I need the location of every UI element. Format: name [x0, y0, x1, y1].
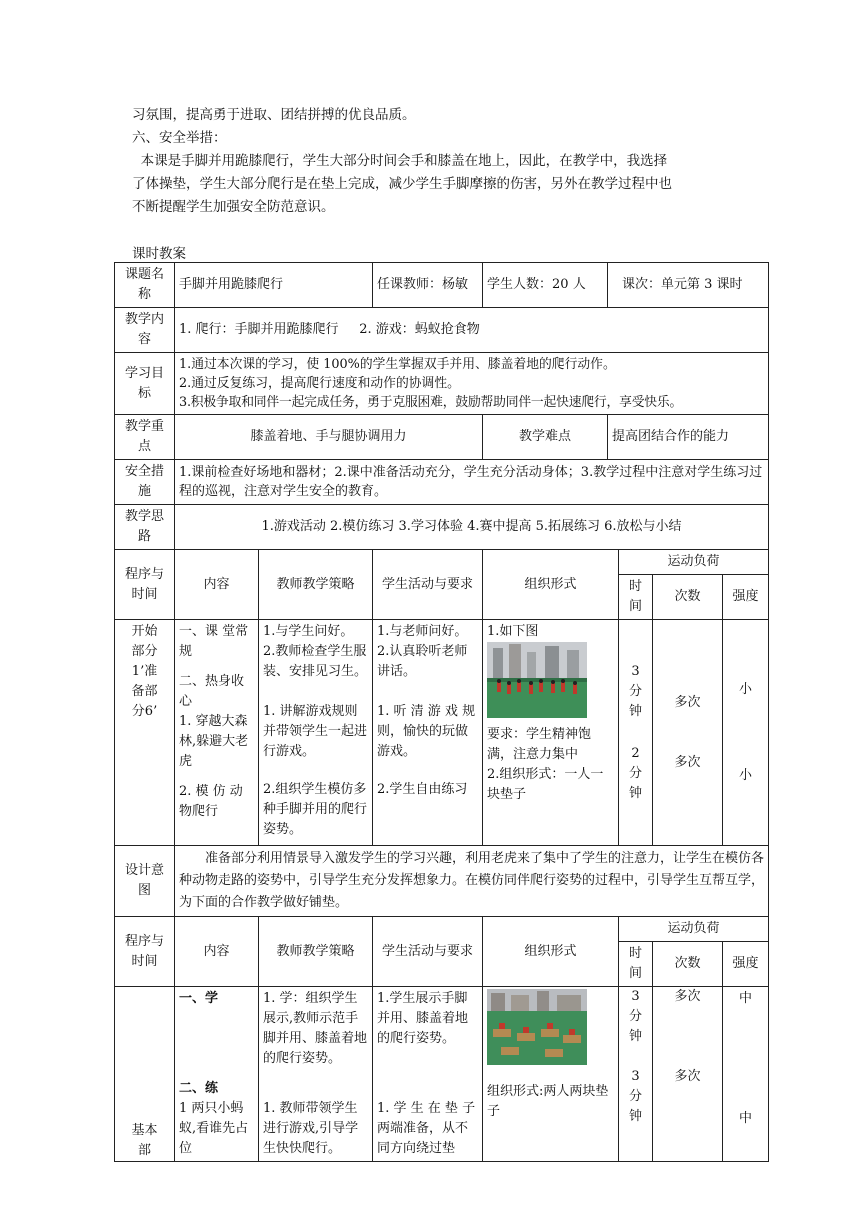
part1-content-b: 二、热身收心	[179, 674, 245, 709]
safety-label: 安全措施	[115, 460, 175, 505]
design-row	[115, 846, 769, 917]
col-content: 内容	[175, 550, 259, 620]
col-times-2: 次数	[653, 942, 723, 987]
goal-item: 1.通过本次课的学习，使 100%的学生掌握双手并用、膝盖着地的爬行动作。	[179, 357, 616, 372]
goals-row	[115, 353, 769, 415]
topic-value: 手脚并用跪膝爬行	[175, 263, 373, 308]
content-row	[115, 308, 769, 353]
part1-teacher-b: 2.教师检查学生服装、安排见习生。	[263, 644, 368, 679]
student-count: 学生人数：20 人	[483, 263, 608, 308]
column-header-row	[115, 550, 769, 575]
part1-student-c: 1. 听 清 游 戏 规则，愉快的玩做游戏。	[377, 704, 476, 759]
part2-org-a: 组织形式:两人两块垫子	[487, 1084, 609, 1119]
intro-line: 习氛围，提高勇于进取、团结拼搏的优良品质。	[132, 107, 416, 123]
safety-value: 1.课前检查好场地和器材；2.课中准备活动充分，学生充分活动身体；3.教学过程中注意对学生练习过程的巡视，注意对学生安全的教育。	[175, 460, 769, 505]
part1-content	[175, 620, 259, 846]
part1-time-2: 2分钟	[629, 745, 643, 801]
part2-student-a: 1.学生展示手脚并用、膝盖着地的爬行姿势。	[377, 991, 469, 1046]
col-teacher-2: 教师教学策略	[259, 917, 373, 987]
part2-teacher	[259, 987, 373, 1162]
table-caption: 课时教案	[132, 246, 186, 262]
col-student-2: 学生活动与要求	[373, 917, 483, 987]
goal-item: 2.通过反复练习，提高爬行速度和动作的协调性。	[179, 376, 460, 391]
col-load-2: 运动负荷	[619, 917, 769, 942]
design-label: 设计意图	[115, 846, 175, 917]
difficulty-value: 提高团结合作的能力	[608, 415, 769, 460]
part2-times-1: 多次	[674, 989, 701, 1004]
part2-intensity	[723, 987, 769, 1162]
part1-content-a: 一、课 堂常规	[179, 624, 249, 659]
topic-label: 课题名称	[115, 263, 175, 308]
part1-student	[373, 620, 483, 846]
part1-org-a: 1.如下图	[487, 624, 539, 639]
class-photo-2	[487, 989, 587, 1065]
content-label: 教学内容	[115, 308, 175, 353]
safety-line-3: 不断提醒学生加强安全防范意识。	[132, 199, 335, 215]
safety-heading: 六、安全举措：	[132, 130, 227, 146]
part1-content-d: 2. 模 仿 动物爬行	[179, 784, 243, 819]
col-student: 学生活动与要求	[373, 550, 483, 620]
part1-student-b: 2.认真聆听老师讲话。	[377, 644, 468, 679]
part1-times	[653, 620, 723, 846]
part2-teacher-a: 1. 学：组织学生展示,教师示范手脚并用、膝盖着地的爬行姿势。	[263, 991, 368, 1066]
part2-content-a: 一、学	[179, 991, 219, 1006]
safety-row	[115, 460, 769, 505]
part1-teacher-d: 2.组织学生模仿多种手脚并用的爬行姿势。	[263, 782, 368, 837]
col-times: 次数	[653, 575, 723, 620]
col-teacher: 教师教学策略	[259, 550, 373, 620]
safety-line-2: 了体操垫，学生大部分爬行是在垫上完成，减少学生手脚摩擦的伤害，另外在教学过程中也	[132, 176, 672, 192]
idea-row	[115, 505, 769, 550]
col-org-2: 组织形式	[483, 917, 619, 987]
part2-content	[175, 987, 259, 1162]
part2-student-b: 1. 学 生 在 垫 子两端准备，从不同方向绕过垫	[377, 1101, 476, 1156]
part1-teacher-c: 1. 讲解游戏规则并带领学生一起进行游戏。	[263, 704, 368, 759]
part2-content-c: 1 两只小蚂蚁,看谁先占位	[179, 1101, 249, 1156]
part1-time	[619, 620, 653, 846]
part2-times	[653, 987, 723, 1162]
part1-student-a: 1.与老师问好。	[377, 624, 468, 639]
part1-times-1: 多次	[674, 694, 701, 710]
part1-intensity	[723, 620, 769, 846]
lesson-number: 课次：单元第 3 课时	[608, 263, 769, 308]
part2-time	[619, 987, 653, 1162]
topic-row	[115, 263, 769, 308]
col-time-2: 时间	[619, 942, 653, 987]
part2-time-1: 3分钟	[629, 989, 643, 1044]
part2-org	[483, 987, 619, 1162]
goal-item: 3.积极争取和同伴一起完成任务，勇于克服困难，鼓励帮助同伴一起快速爬行，享受快乐。	[179, 395, 683, 410]
part1-content-c: 1. 穿越大森林,躲避大老虎	[179, 714, 249, 769]
key-value: 膝盖着地、手与腿协调用力	[175, 415, 483, 460]
col-org: 组织形式	[483, 550, 619, 620]
part2-time-2: 3分钟	[629, 1069, 643, 1124]
part1-times-2: 多次	[674, 754, 701, 770]
part2-student	[373, 987, 483, 1162]
col-content-2: 内容	[175, 917, 259, 987]
part1-time-1: 3分钟	[629, 663, 643, 719]
part1-org-c: 2.组织形式：一人一块垫子	[487, 767, 604, 802]
content-value: 1. 爬行：手脚并用跪膝爬行 2. 游戏：蚂蚁抢食物	[175, 308, 769, 353]
class-photo-1	[487, 642, 587, 718]
part2-int-2: 中	[739, 1111, 753, 1126]
part1-teacher-a: 1.与学生问好。	[263, 624, 354, 639]
part1-row	[115, 620, 769, 846]
part2-times-2: 多次	[674, 1069, 701, 1084]
lesson-plan-table	[114, 262, 769, 1162]
key-label: 教学重点	[115, 415, 175, 460]
part2-int-1: 中	[739, 991, 753, 1006]
part2-teacher-b: 1. 教师带领学生进行游戏,引导学生快快爬行。	[263, 1101, 359, 1156]
design-text: 准备部分利用情景导入激发学生的学习兴趣，利用老虎来了集中了学生的注意力，让学生在模仿各种动物走路的姿势中，引导学生充分发挥想象力。在模仿同伴爬行姿势的过程中，引导学生互帮互学，为下面的合作教学做好铺垫。	[175, 846, 769, 917]
part1-org-b: 要求：学生精神饱满，注意力集中	[487, 727, 592, 762]
difficulty-label: 教学难点	[483, 415, 608, 460]
col-intensity-2: 强度	[723, 942, 769, 987]
part1-int-1: 小	[739, 681, 753, 697]
col-proc: 程序与时间	[115, 550, 175, 620]
idea-label: 教学思路	[115, 505, 175, 550]
part2-proc: 基本部	[115, 987, 175, 1162]
col-time: 时间	[619, 575, 653, 620]
safety-line-1: 本课是手脚并用跪膝爬行，学生大部分时间会手和膝盖在地上，因此，在教学中，我选择	[132, 153, 668, 169]
part2-content-b: 二、练	[179, 1081, 219, 1096]
teacher-name: 任课教师：杨敏	[373, 263, 483, 308]
col-intensity: 强度	[723, 575, 769, 620]
part1-teacher	[259, 620, 373, 846]
col-proc-2: 程序与时间	[115, 917, 175, 987]
column-header-row-2	[115, 917, 769, 942]
part1-org	[483, 620, 619, 846]
goals-label: 学习目标	[115, 353, 175, 415]
part2-row	[115, 987, 769, 1162]
col-load: 运动负荷	[619, 550, 769, 575]
part1-proc: 开始部分1’准备部分6’	[115, 620, 175, 846]
part1-student-d: 2.学生自由练习	[377, 782, 468, 797]
part1-int-2: 小	[739, 767, 753, 783]
key-row	[115, 415, 769, 460]
idea-value: 1.游戏活动 2.模仿练习 3.学习体验 4.赛中提高 5.拓展练习 6.放松与小结	[175, 505, 769, 550]
